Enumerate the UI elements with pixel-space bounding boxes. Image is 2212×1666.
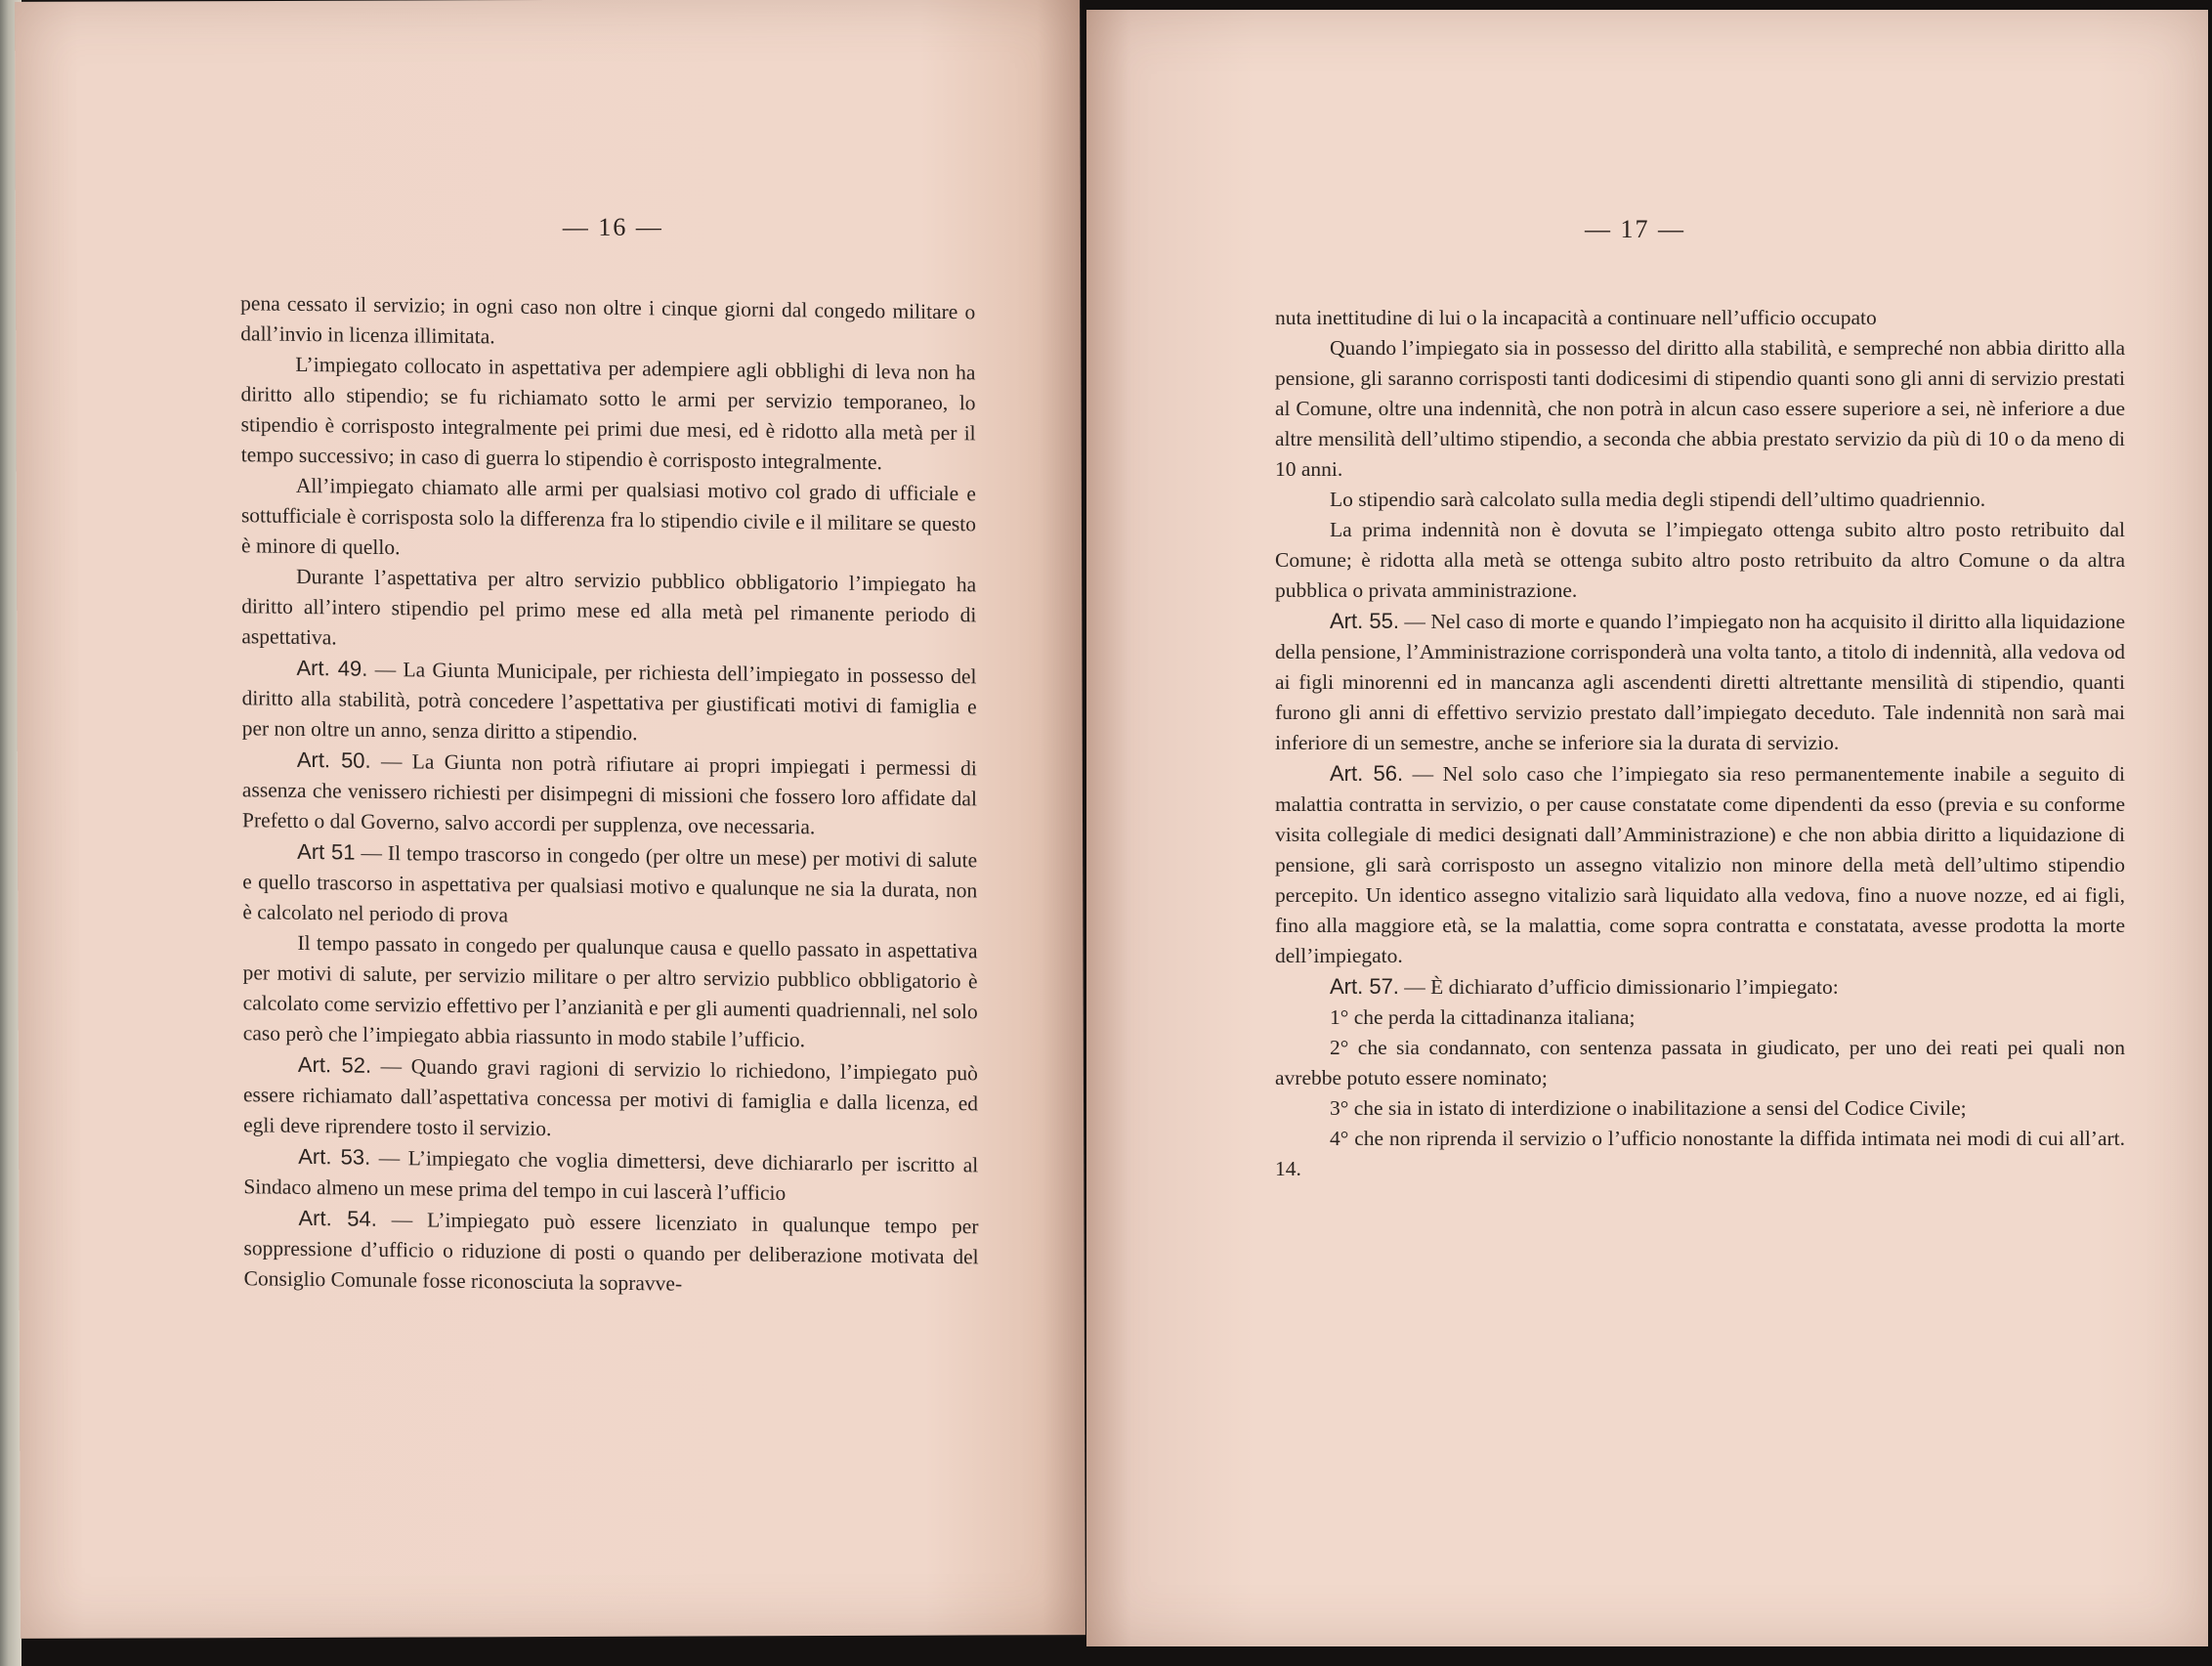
right-page <box>1086 10 2208 1646</box>
paragraph-text: 3° che sia in istato di interdizione o inabilitazione a sensi del Codice Civile; <box>1330 1096 1967 1120</box>
paragraph-text: La prima indennità non è dovuta se l’impiegato ottenga subito altro posto retribuito dal Comune; è ridotta alla metà se ottenga subito altro posto retribuito da altro Comune o da altra pubblica o privata amministrazione. <box>1275 518 2125 602</box>
paragraph <box>241 561 976 661</box>
article-paragraph <box>243 1140 978 1211</box>
paragraph <box>1275 1003 2125 1033</box>
article-number: Art. 54. <box>298 1205 377 1231</box>
paragraph-text: pena cessato il servizio; in ogni caso non oltre i cinque giorni dal congedo militare o dall’invio in licenza illimitata. <box>240 291 976 349</box>
paragraph-text: Il tempo passato in congedo per qualunque causa e quello passato in aspettativa per motivi di salute, per servizio militare o per altro servizio pubblico obbligatorio è calcolato come servizio effettivo per l’anzianità e per gli aumenti quadriennali, nel solo caso però che l’impiegato abbia riassunto in modo stabile l’ufficio. <box>242 930 978 1052</box>
paragraph <box>1275 1033 2125 1093</box>
page-text <box>1275 303 2125 1184</box>
paragraph <box>241 470 976 570</box>
paragraph <box>1275 1093 2125 1124</box>
paragraph-text: — Il tempo trascorso in congedo (per oltre un mese) per motivi di salute e quello trascorso in aspettativa per qualsiasi motivo e qualunque ne sia la durata, non è calcolato nel periodo di prova <box>242 840 978 927</box>
article-paragraph <box>242 744 977 844</box>
paragraph-text: 4° che non riprenda il servizio o l’ufficio nonostante la diffida intimata nei modi di cui all’art. 14. <box>1275 1127 2125 1180</box>
article-paragraph <box>242 835 977 936</box>
paragraph <box>1275 1124 2125 1184</box>
article-number: Art. 55. <box>1330 609 1399 633</box>
paragraph <box>1275 485 2125 515</box>
paragraph-text: All’impiegato chiamato alle armi per qualsiasi motivo col grado di ufficiale e sottufficiale è corrisposta solo la differenza fra lo stipendio civile e il militare se questo è minore di quello. <box>240 473 976 560</box>
paragraph-text: — Quando gravi ragioni di servizio lo richiedono, l’impiegato può essere richiamato dall’aspettativa concessa per motivi di famiglia e dalla licenza, ed egli deve riprendere tosto il servizio. <box>242 1053 979 1141</box>
paragraph-text: — Nel caso di morte e quando l’impiegato non ha acquisito il diritto alla liquidazione della pensione, l’Amministrazione corrisponderà una volta tanto, a titolo di indennità, alla vedova od ai figli minorenni ed in mancanza agli ascendenti diretti altrettante mensilità di stipendio, quanti furono gli anni di effettivo servizio prestato dall’impiegato deceduto. Tale indennità non sarà mai inferiore di un semestre, anche se inferiore sia la durata di servizio. <box>1275 610 2125 754</box>
paragraph-text: L’impiegato collocato in aspettativa per adempiere agli obblighi di leva non ha diritto allo stipendio; se fu richiamato sotto le armi per servizio temporaneo, lo stipendio è corrisposto integralmente pei primi due mesi, ed è ridotto alla metà per il tempo successivo; in caso di guerra lo stipendio è corrisposto integralmente. <box>240 352 976 475</box>
paragraph <box>1275 333 2125 485</box>
article-number: Art. 50. <box>296 747 371 773</box>
article-number: Art. 49. <box>296 655 368 681</box>
paragraph-text: — L’impiegato che voglia dimettersi, deve dichiararlo per iscritto al Sindaco almeno un mese prima del tempo in cui lascerà l’ufficio <box>243 1145 979 1205</box>
left-page <box>15 0 1085 1639</box>
page-number: — 16 — <box>562 212 663 241</box>
paragraph-text: — È dichiarato d’ufficio dimissionario l’impiegato: <box>1398 975 1839 999</box>
paragraph-text: nuta inettitudine di lui o la incapacità a continuare nell’ufficio occupato <box>1275 306 1877 329</box>
article-paragraph <box>1275 971 2125 1003</box>
article-paragraph <box>243 1048 978 1149</box>
paragraph-text: Durante l’aspettativa per altro servizio pubblico obbligatorio l’impiegato ha diritto all’intero stipendio pel primo mese ed alla metà pel rimanente periodo di aspettativa. <box>241 564 977 650</box>
paragraph-text: 1° che perda la cittadinanza italiana; <box>1330 1005 1636 1029</box>
article-paragraph <box>241 652 976 752</box>
article-number: Art. 53. <box>298 1143 371 1170</box>
paragraph <box>1275 303 2125 333</box>
paragraph-text: 2° che sia condannato, con sentenza passata in giudicato, per uno dei reati pei quali non avrebbe potuto essere nominato; <box>1275 1036 2125 1089</box>
paragraph <box>240 349 975 479</box>
paragraph <box>1275 515 2125 606</box>
article-number: Art 51 <box>297 838 356 865</box>
article-paragraph <box>1275 758 2125 971</box>
paragraph-text: — La Giunta Municipale, per richiesta dell’impiegato in possesso del diritto alla stabilità, potrà concedere l’aspettativa per giustificati motivi di famiglia e per non oltre un anno, senza diritto a stipendio. <box>241 657 977 746</box>
article-number: Art. 57. <box>1330 974 1399 999</box>
article-paragraph <box>243 1202 978 1303</box>
paragraph <box>242 927 977 1057</box>
page-text <box>240 288 979 1303</box>
paragraph-text: — Nel solo caso che l’impiegato sia reso permanentemente inabile a seguito di malattia contratta in servizio, o per cause constatate come dipendenti da esso (previa e su conforme visita collegiale di medici designati dall’Amministrazione) e che non abbia diritto a liquidazione di pensione, gli sarà corrisposto un assegno vitalizio non minore della metà dell’ultimo stipendio percepito. Un identico assegno vitalizio sarà liquidato alla vedova, fino a nuove nozze, ed ai figli, fino alla maggiore età, se la malattia, come sopra contratta e constatata, avesse prodotta la morte dell’impiegato. <box>1275 762 2125 967</box>
paragraph-text: Lo stipendio sarà calcolato sulla media degli stipendi dell’ultimo quadriennio. <box>1330 488 1986 511</box>
article-paragraph <box>1275 606 2125 758</box>
paragraph <box>240 288 975 358</box>
article-number: Art. 52. <box>297 1051 372 1078</box>
paragraph-text: — L’impiegato può essere licenziato in qualunque tempo per soppressione d’ufficio o riduzione di posti o quando per deliberazione motivata del Consiglio Comunale fosse riconosciuta la sopravve- <box>243 1207 979 1296</box>
paragraph-text: Quando l’impiegato sia in possesso del diritto alla stabilità, e sempreché non abbia diritto alla pensione, gli saranno corrisposti tanti dodicesimi di stipendio quanti sono gli anni di servizio prestati al Comune, oltre una indennità, che non potrà in alcun caso essere superiore a sei, nè inferiore a due altre mensilità dell’ultimo stipendio, a seconda che abbia prestato servizio da più di 10 o da meno di 10 anni. <box>1275 336 2125 481</box>
article-number: Art. 56. <box>1330 761 1404 786</box>
paragraph-text: — La Giunta non potrà rifiutare ai propri impiegati i permessi di assenza che venissero richiesti per disimpegni di missioni che fossero loro affidate dal Prefetto o dal Governo, salvo accordi per supplenza, ove necessaria. <box>241 748 977 839</box>
page-number: — 17 — <box>1585 215 1685 243</box>
